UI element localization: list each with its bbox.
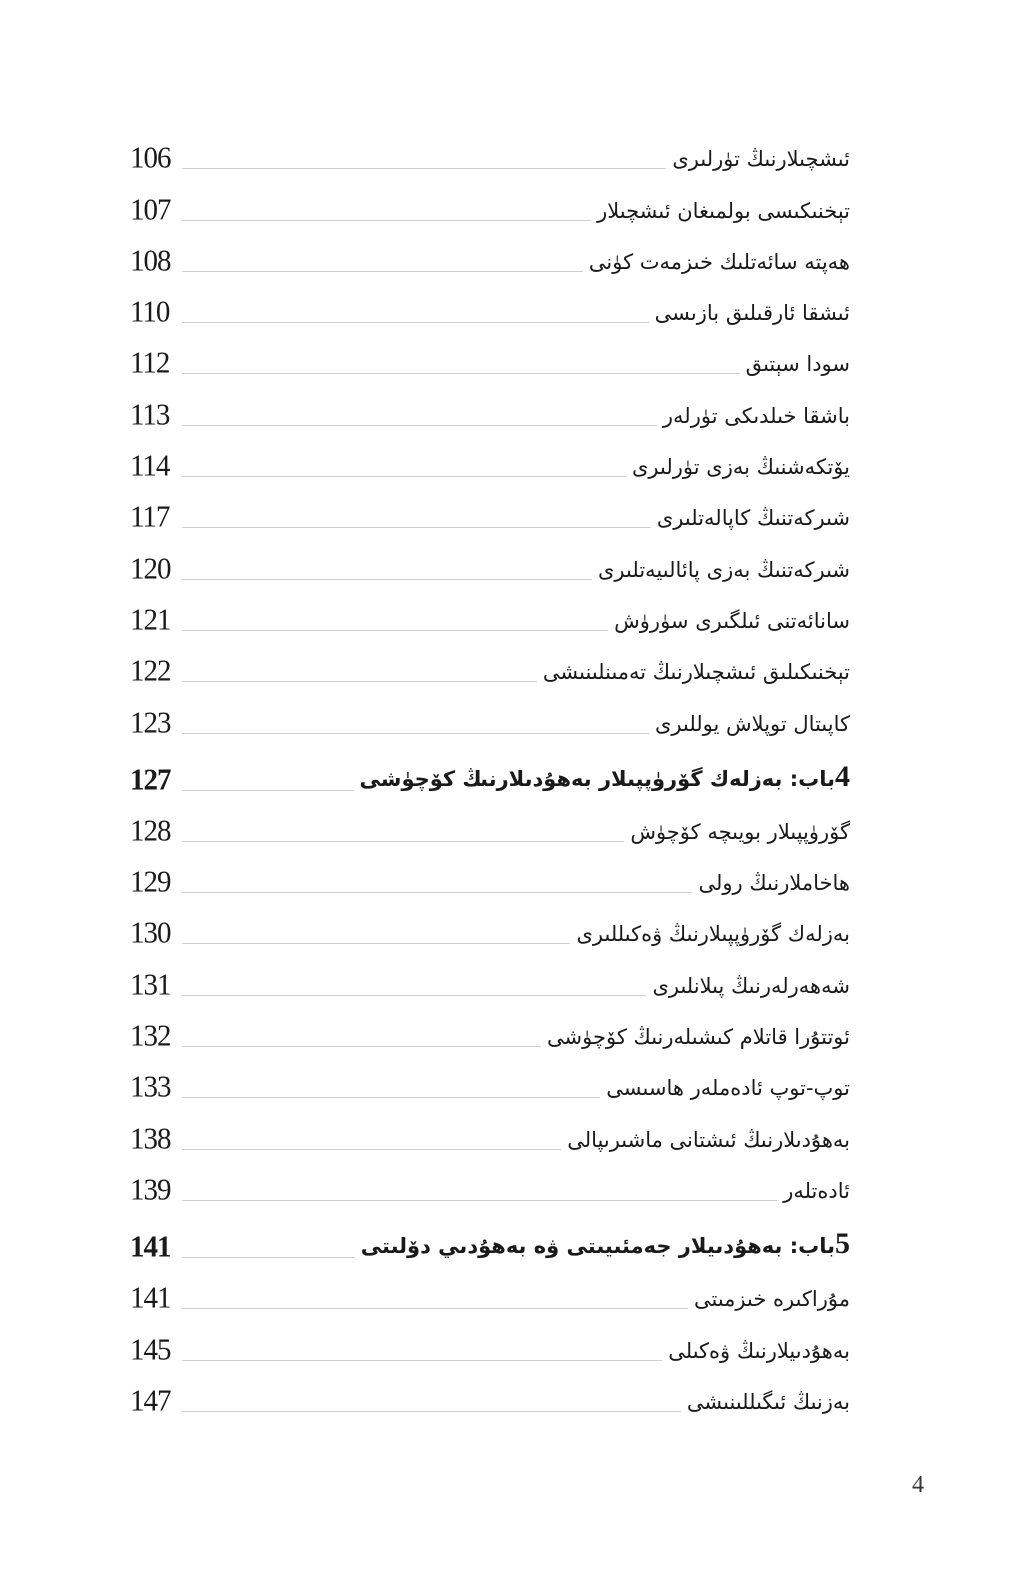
toc-page-number: 127 <box>130 762 171 797</box>
toc-leader-line <box>182 1097 600 1098</box>
toc-chapter-row <box>130 744 850 801</box>
toc-leader-line <box>182 579 592 580</box>
toc-title-text: باب: بەھۇدىيلار جەمئىيىتى ۋە بەھۇدىي دۆلىتى <box>360 1233 835 1258</box>
toc-row <box>130 436 850 487</box>
toc-leader-line <box>182 373 740 374</box>
toc-row <box>130 282 850 333</box>
toc-leader-line <box>182 1360 662 1361</box>
toc-row <box>130 1057 850 1108</box>
toc-page-number: 129 <box>130 865 171 899</box>
toc-title-text: باشقا خىلدىكى تۈرلەر <box>662 403 850 428</box>
toc-leader-line <box>182 168 666 169</box>
toc-page-number: 145 <box>130 1332 171 1367</box>
toc-chapter-row <box>130 1211 850 1268</box>
toc-page-number: 123 <box>130 705 171 740</box>
toc-row <box>130 903 850 954</box>
toc-entry-title <box>614 608 850 641</box>
toc-page-number: 110 <box>130 295 170 329</box>
toc-page-number: 107 <box>130 192 171 227</box>
toc-page-number: 120 <box>130 551 171 586</box>
toc-leader-line <box>182 1257 355 1258</box>
toc-leader-line <box>182 527 651 528</box>
toc-title-text: سانائەتنى ئىلگىرى سۈرۈش <box>614 608 850 633</box>
toc-entry-title <box>657 508 850 538</box>
toc-row <box>130 1160 850 1211</box>
toc-row <box>130 692 850 743</box>
toc-page-number: 122 <box>130 654 171 688</box>
toc-row <box>130 1006 850 1057</box>
toc-leader-line <box>182 1046 541 1047</box>
toc-title-text: شىركەتنىڭ بەزى پائالىيەتلىرى <box>598 557 850 582</box>
toc-page-number: 108 <box>130 243 171 278</box>
toc-page-number: 132 <box>130 1019 171 1053</box>
toc-leader-line <box>182 425 657 426</box>
chapter-number: 4 <box>835 759 850 793</box>
toc-leader-line <box>182 841 624 842</box>
toc-leader-line <box>182 790 354 791</box>
table-of-contents <box>130 128 850 1422</box>
toc-entry-title <box>662 403 850 436</box>
toc-leader-line <box>182 733 649 734</box>
toc-title-text: تېخنىكىلىق ئىشچىلارنىڭ تەمىنلىنىشى <box>542 660 850 685</box>
toc-leader-line <box>182 630 608 631</box>
toc-page-number: 121 <box>130 602 171 637</box>
chapter-number: 5 <box>835 1226 850 1260</box>
toc-leader-line <box>182 220 591 221</box>
toc-row <box>130 1108 850 1159</box>
toc-row <box>130 852 850 903</box>
toc-title-text: بەزنىڭ ئىگىللىنىشى <box>686 1389 850 1414</box>
toc-entry-title <box>547 1027 850 1057</box>
toc-row <box>130 179 850 230</box>
toc-title-text: شىركەتنىڭ كاپالەتلىرى <box>656 506 850 531</box>
toc-leader-line <box>182 1200 777 1201</box>
toc-entry-title <box>567 1127 850 1160</box>
toc-entry-title <box>630 819 850 852</box>
toc-entry-title <box>606 1078 850 1108</box>
toc-page-number: 114 <box>130 449 170 483</box>
toc-title-text: ئىشقا ئارقىلىق بازىسى <box>654 301 850 326</box>
toc-entry-title <box>686 1389 850 1422</box>
toc-title-text: شەھەرلەرنىڭ پىلانلىرى <box>652 973 850 998</box>
toc-entry-title <box>359 759 850 801</box>
toc-entry-title <box>543 662 850 692</box>
toc-leader-line <box>182 943 570 944</box>
toc-page-number: 128 <box>130 813 171 848</box>
toc-row <box>130 487 850 538</box>
toc-leader-line <box>182 322 649 323</box>
toc-title-text: ئادەتلەر <box>783 1178 850 1203</box>
toc-row <box>130 231 850 282</box>
toc-page-number: 139 <box>130 1172 171 1207</box>
toc-title-text: ئوتتۇرا قاتلام كىشىلەرنىڭ كۆچۈشى <box>547 1025 850 1050</box>
toc-leader-line <box>182 681 537 682</box>
toc-title-text: باب: بەزلەك گۆرۈپپىلار بەھۇدىلارنىڭ كۆچۈشى <box>359 766 835 791</box>
toc-page-number: 133 <box>130 1070 171 1104</box>
toc-title-text: مۇراكىرە خىزمىتى <box>693 1287 850 1312</box>
toc-page-number: 117 <box>130 500 170 534</box>
toc-entry-title <box>652 973 850 1006</box>
toc-entry-title <box>588 249 850 282</box>
toc-leader-line <box>182 892 692 893</box>
toc-row <box>130 1268 850 1319</box>
toc-leader-line <box>182 995 646 996</box>
page-number: 4 <box>912 1472 924 1498</box>
toc-row <box>130 384 850 435</box>
toc-entry-title <box>598 557 850 590</box>
toc-page-number: 106 <box>130 141 171 175</box>
toc-title-text: گۆرۈپپىلار بويىچە كۆچۈش <box>630 819 850 844</box>
toc-leader-line <box>182 1149 561 1150</box>
toc-leader-line <box>182 1411 681 1412</box>
toc-title-text: كاپىتال توپلاش يوللىرى <box>654 711 850 736</box>
toc-entry-title <box>654 711 850 744</box>
toc-row <box>130 641 850 692</box>
toc-title-text: بەزلەك گۆرۈپپىلارنىڭ ۋەكىللىرى <box>576 922 850 947</box>
toc-page-number: 141 <box>130 1281 171 1315</box>
toc-title-text: ھاخاملارنىڭ رولى <box>698 871 850 896</box>
toc-page-number: 112 <box>130 346 170 381</box>
toc-entry-title <box>576 924 850 954</box>
toc-title-text: يۆتكەشنىڭ بەزى تۈرلىرى <box>632 455 850 480</box>
toc-entry-title <box>694 1289 850 1319</box>
toc-row <box>130 1371 850 1422</box>
toc-row <box>130 538 850 589</box>
toc-entry-title <box>746 354 850 384</box>
toc-row <box>130 954 850 1005</box>
toc-row <box>130 1319 850 1370</box>
toc-entry-title <box>597 198 850 231</box>
toc-entry-title <box>698 873 850 903</box>
toc-entry-title <box>672 149 850 179</box>
toc-entry-title <box>632 457 850 487</box>
toc-row <box>130 801 850 852</box>
toc-entry-title <box>668 1338 850 1371</box>
toc-row <box>130 333 850 384</box>
toc-title-text: بەھۇدىيلارنىڭ ۋەكىلى <box>668 1338 850 1363</box>
toc-row <box>130 590 850 641</box>
toc-leader-line <box>182 1308 688 1309</box>
toc-page-number: 130 <box>130 916 171 951</box>
toc-page-number: 141 <box>130 1229 171 1264</box>
toc-title-text: توپ-توپ ئادەملەر ھاسىسى <box>606 1076 850 1101</box>
toc-title-text: تېخنىكىسى بولمىغان ئىشچىلار <box>597 198 850 223</box>
toc-title-text: ئىشچىلارنىڭ تۈرلىرى <box>672 147 850 172</box>
toc-entry-title <box>360 1226 850 1268</box>
toc-entry-title <box>783 1178 850 1211</box>
toc-leader-line <box>182 271 583 272</box>
toc-leader-line <box>182 476 626 477</box>
toc-entry-title <box>655 303 850 333</box>
toc-page-number: 147 <box>130 1383 171 1418</box>
toc-title-text: بەھۇدىلارنىڭ ئىشتانى ماشىرىپالى <box>567 1127 850 1152</box>
toc-page-number: 138 <box>130 1121 171 1156</box>
toc-page-number: 113 <box>130 397 170 432</box>
toc-row <box>130 128 850 179</box>
toc-title-text: ھەپتە سائەتلىك خىزمەت كۈنى <box>588 249 850 274</box>
toc-page-number: 131 <box>130 967 171 1002</box>
toc-title-text: سودا سېتىق <box>745 352 850 377</box>
